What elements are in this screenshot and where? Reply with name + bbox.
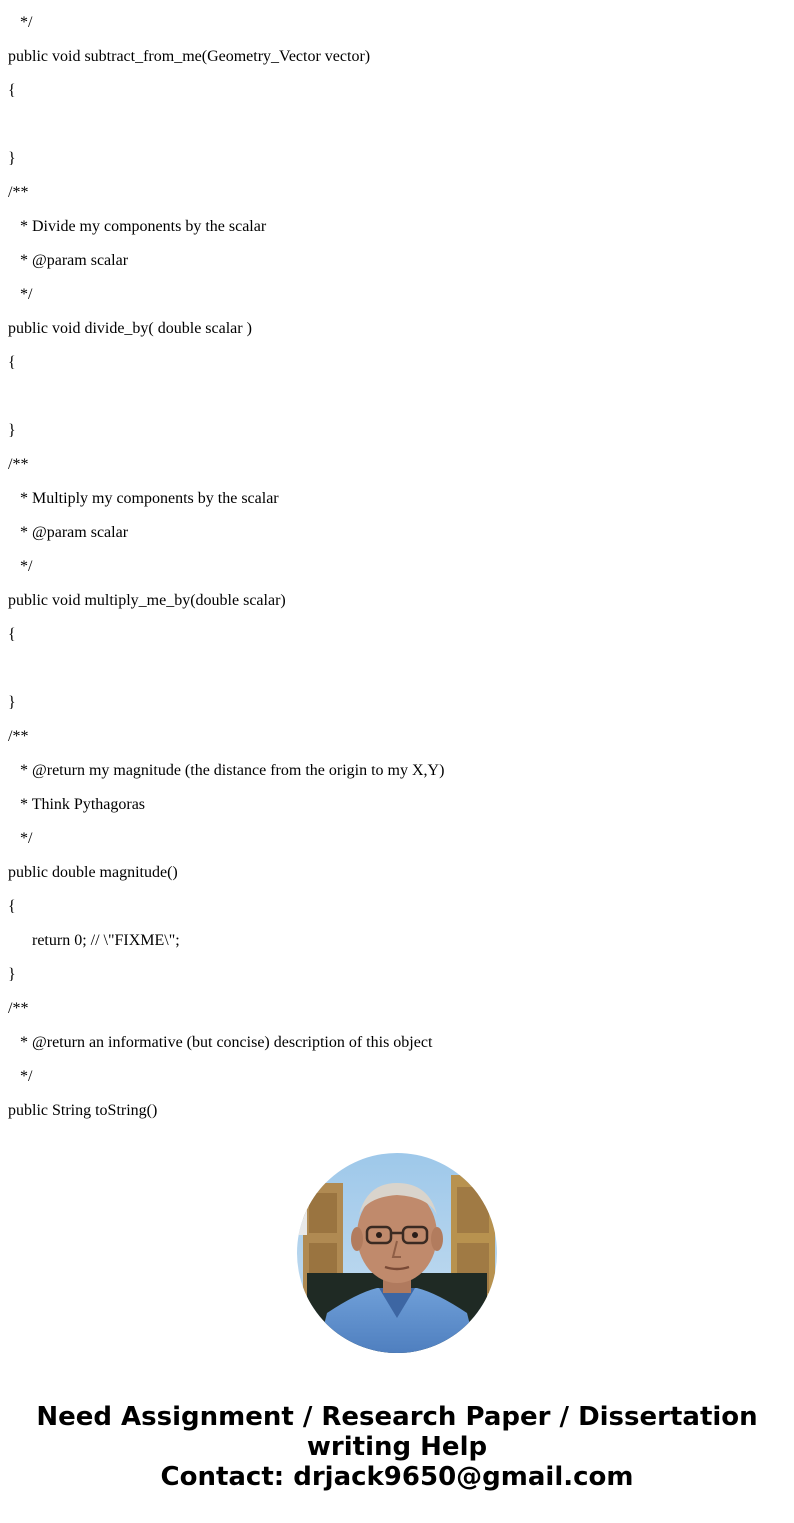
code-line: public String toString() — [8, 1102, 158, 1119]
promo-block — [0, 1402, 794, 1492]
code-line: public void multiply_me_by(double scalar) — [8, 592, 286, 609]
code-line: */ — [8, 286, 33, 303]
tutor-avatar — [297, 1153, 497, 1353]
promo-subheadline: writing Help — [306, 1432, 488, 1462]
promo-headline: Need Assignment / Research Paper / Dissertation — [36, 1402, 758, 1432]
code-line — [8, 656, 788, 690]
code-line: } — [8, 150, 16, 167]
code-listing — [8, 10, 788, 1132]
code-line: */ — [8, 830, 33, 847]
code-line: public void divide_by( double scalar ) — [8, 320, 252, 337]
code-line: /** — [8, 456, 29, 473]
code-line: return 0; // \"FIXME\"; — [8, 932, 180, 949]
code-line: * @param scalar — [8, 524, 129, 541]
code-line: { — [8, 354, 16, 371]
code-line: * Divide my components by the scalar — [8, 218, 267, 235]
code-line: * Multiply my components by the scalar — [8, 490, 279, 507]
code-line: public void subtract_from_me(Geometry_Vector vector) — [8, 48, 371, 65]
code-line: } — [8, 422, 16, 439]
code-line: */ — [8, 558, 33, 575]
tutor-portrait-photo-icon — [297, 1153, 497, 1353]
code-line: * @return an informative (but concise) description of this object — [8, 1034, 433, 1051]
code-line: } — [8, 694, 16, 711]
code-line: /** — [8, 1000, 29, 1017]
code-line: } — [8, 966, 16, 983]
code-line: * @return my magnitude (the distance from the origin to my X,Y) — [8, 762, 445, 779]
code-line: { — [8, 82, 16, 99]
code-line: { — [8, 898, 16, 915]
promo-contact[interactable]: Contact: drjack9650@gmail.com — [160, 1462, 634, 1492]
code-line: /** — [8, 728, 29, 745]
code-line — [8, 112, 788, 146]
code-line: /** — [8, 184, 29, 201]
code-line: { — [8, 626, 16, 643]
code-line: public double magnitude() — [8, 864, 178, 881]
code-line: * Think Pythagoras — [8, 796, 146, 813]
code-line: * @param scalar — [8, 252, 129, 269]
code-line: */ — [8, 1068, 33, 1085]
code-line — [8, 384, 788, 418]
code-line: */ — [8, 14, 33, 31]
